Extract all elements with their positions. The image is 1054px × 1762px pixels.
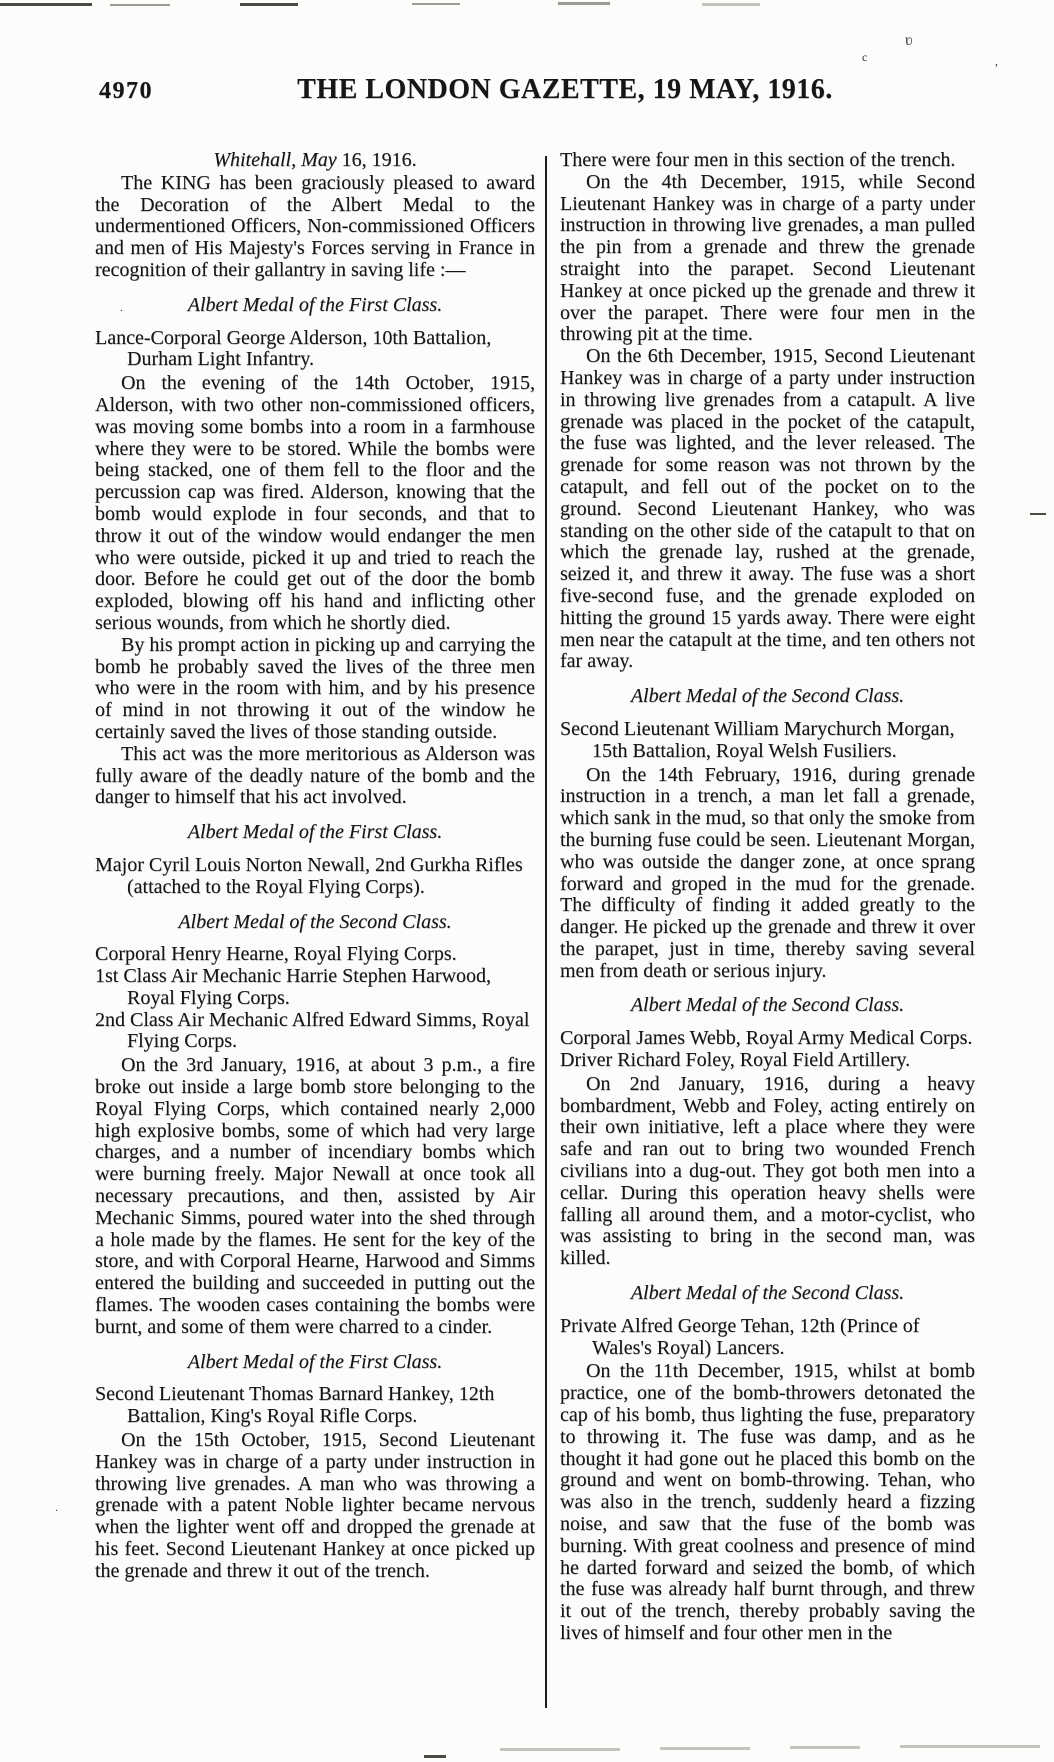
paragraph: The KING has been graciously pleased to award the Decoration of the Albert Medal to the undermentioned Officers, Non-commissioned Officers and men of His Majesty's Forces serving in France in recognition of their gallantry in saving life :—	[95, 171, 535, 281]
scan-artifact	[110, 4, 170, 6]
scan-artifact	[424, 1755, 446, 1758]
recipient-citation: Corporal Henry Hearne, Royal Flying Corps.	[95, 943, 457, 966]
section-heading: Albert Medal of the First Class.	[187, 293, 443, 316]
paragraph: On the evening of the 14th October, 1915, Alderson, with two other non-commissioned officers, was moving some bombs into a room in a farmhouse where they were to be stored. While the bombs were being stacked, one of them fell to the floor and the percussion cap was fired. Alderson, knowing that the bomb would explode in four seconds, and that to throw it out of the window would endanger the men who were outside, picked it up and tried to reach the door. Before he could get out of the door the bomb exploded, blowing off his hand and inflicting other serious wounds, from which he shortly died.	[95, 372, 535, 634]
scan-artifact	[1030, 513, 1046, 515]
scan-artifact	[660, 1747, 750, 1750]
scan-artifact: ʋ	[905, 32, 913, 49]
scan-artifact	[900, 1745, 1040, 1748]
scan-artifact	[240, 3, 298, 6]
dateline-place: Whitehall, May	[213, 149, 337, 171]
publication-title: THE LONDON GAZETTE, 19 MAY, 1916.	[297, 74, 833, 105]
paragraph: There were four men in this section of the trench.	[560, 149, 956, 171]
column-gutter	[535, 150, 560, 1645]
scan-artifact: ,	[995, 54, 998, 68]
paragraph: On the 14th February, 1916, during grenade instruction in a trench, a man let fall a grenade, which sank in the mud, so that only the smoke from the burning fuse could be seen. Lieutenant Morgan, who was outside the danger zone, at once sprang forward and groped in the mud for the grenade. The difficulty of finding it added greatly to the danger. He picked up the grenade and threw it over the parapet, just in time, thereby saving several men from death or serious injury.	[560, 763, 975, 982]
scan-artifact	[790, 1746, 860, 1749]
scan-artifact: .	[120, 300, 123, 314]
scan-artifact: c	[862, 50, 868, 64]
recipient-citation: 1st Class Air Mechanic Harrie Stephen Harwood, Royal Flying Corps.	[95, 965, 492, 1009]
right-column	[560, 150, 975, 1645]
scan-artifact	[412, 3, 460, 5]
paragraph: On the 3rd January, 1916, at about 3 p.m., a fire broke out inside a large bomb store belonging to the Royal Flying Corps, which contained nearly 2,000 high explosive bombs, some of which had very large charges, and a number of incendiary bombs which were burning freely. Major Newall at once took all necessary precautions, and then, assisted by Air Mechanic Simms, poured water into the shed through a hole made by the flames. He sent for the key of the store, and with Corporal Hearne, Harwood and Simms entered the building and succeeded in putting out the flames. The wooden cases containing the bombs were burnt, and some of them were charred to a cinder.	[95, 1054, 535, 1338]
scan-artifact	[702, 3, 760, 6]
left-column	[95, 150, 535, 1645]
section-heading: Albert Medal of the Second Class.	[178, 910, 452, 933]
recipient-citation: Major Cyril Louis Norton Newall, 2nd Gurkha Rifles (attached to the Royal Flying Corps).	[95, 853, 523, 898]
paragraph: On the 4th December, 1915, while Second Lieutenant Hankey was in charge of a party under instruction in throwing live grenades, a man pulled the pin from a grenade and threw the grenade straight into the parapet. Second Lieutenant Hankey at once picked up the grenade and threw it over the parapet. There were four men in the throwing pit at the time.	[560, 170, 975, 346]
dateline-date: 16, 1916.	[341, 149, 417, 171]
recipient-citation: 2nd Class Air Mechanic Alfred Edward Simms, Royal Flying Corps.	[95, 1008, 530, 1053]
dateline	[95, 150, 535, 172]
recipient-citation: Corporal James Webb, Royal Army Medical Corps.	[560, 1027, 973, 1050]
section-heading: Albert Medal of the Second Class.	[630, 685, 905, 708]
page-body	[95, 150, 975, 1645]
masthead	[95, 74, 975, 110]
paragraph: On the 6th December, 1915, Second Lieutenant Hankey was in charge of a party under instruction in throwing live grenades from a catapult. A live grenade was placed in the pocket of the catapult, the fuse was lighted, and the lever released. The grenade for some reason was not thrown by the catapult, and fell out of the pocket on to the ground. Second Lieutenant Hankey, who was standing on the other side of the catapult to that on which the grenade lay, rushed at the grenade, seized it, and threw it away. The fuse was a short five-second fuse, and the grenade exploded on hitting the ground 15 yards away. There were eight men near the catapult at the time, and ten others not far away.	[560, 345, 975, 673]
scan-artifact	[0, 3, 92, 6]
paragraph: This act was the more meritorious as Alderson was fully aware of the deadly nature of the bomb and the danger to himself that his act involved.	[95, 742, 535, 809]
page-number: 4970	[99, 78, 153, 104]
paragraph: By his prompt action in picking up and carrying the bomb he probably saved the lives of the three men who were in the room with him, and by his presence of mind in not throwing it out of the window he certainly saved the lives of those standing outside.	[95, 633, 535, 743]
section-heading: Albert Medal of the First Class.	[187, 821, 443, 844]
scan-artifact: .	[55, 1500, 58, 1514]
paragraph: On the 11th December, 1915, whilst at bomb practice, one of the bomb-throwers detonated the cap of his bomb, thus lighting the fuse, preparatory to throwing it. The fuse was damp, and as he thought it had gone out he placed this bomb on the ground and went on bomb-throwing. Tehan, who was also in the trench, suddenly heard a fizzing noise, and saw that the fuse of the bomb was burning. With great coolness and presence of mind he darted forward and seized the bomb, of which the fuse was already half burnt through, and threw it out of the trench, thereby probably saving the lives of himself and four other men in the	[560, 1360, 975, 1644]
recipient-citation: Private Alfred George Tehan, 12th (Prince of Wales's Royal) Lancers.	[560, 1314, 920, 1359]
section-heading: Albert Medal of the Second Class.	[630, 994, 905, 1017]
recipient-citation: Second Lieutenant Thomas Barnard Hankey, 12th Battalion, King's Royal Rifle Corps.	[95, 1383, 495, 1428]
section-heading: Albert Medal of the Second Class.	[630, 1282, 905, 1305]
recipient-citation: Lance-Corporal George Alderson, 10th Battalion, Durham Light Infantry.	[95, 326, 492, 371]
column-divider-rule	[545, 156, 547, 1708]
scan-artifact	[558, 2, 610, 5]
paragraph: On the 15th October, 1915, Second Lieutenant Hankey was in charge of a party under instruction in throwing live grenades. A man who was throwing a grenade with a patent Noble lighter became nervous when the lighter went off and dropped the grenade at his feet. Second Lieutenant Hankey at once picked up the grenade and threw it out of the trench.	[95, 1429, 535, 1582]
recipient-citation: Second Lieutenant William Marychurch Morgan, 15th Battalion, Royal Welsh Fusiliers.	[560, 717, 955, 762]
scan-artifact	[500, 1748, 620, 1751]
section-heading: Albert Medal of the First Class.	[187, 1350, 443, 1373]
paragraph: On 2nd January, 1916, during a heavy bombardment, Webb and Foley, acting entirely on their own initiative, left a place where they were safe and ran out to bring two wounded French civilians into a dug-out. They got both men into a cellar. During this operation heavy shells were falling all around them, and a motor-cyclist, who was assisting to bring in the second man, was killed.	[560, 1072, 975, 1270]
recipient-citation: Driver Richard Foley, Royal Field Artillery.	[560, 1049, 911, 1072]
